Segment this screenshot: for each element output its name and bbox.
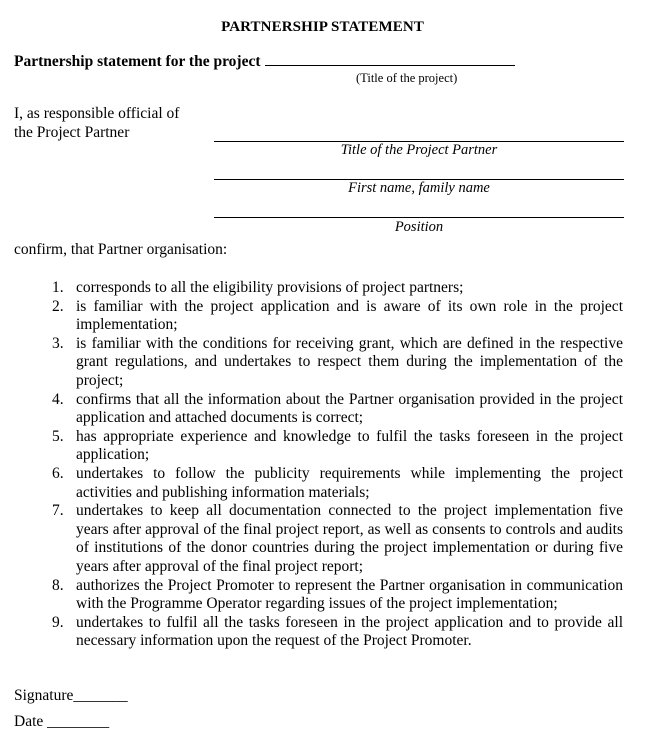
official-line-2: the Project Partner (14, 124, 130, 141)
official-line-1: I, as responsible official of (14, 105, 180, 122)
position-caption: Position (394, 219, 444, 235)
confirm-text: confirm, that Partner organisation: (14, 241, 228, 258)
official-statement (14, 104, 179, 142)
list-item-text: authorizes the Project Promoter to represent the Partner organisation in communication with the Programme Operator regarding issues of the project implementation; (76, 576, 623, 613)
partner-title-caption: Title of the Project Partner (340, 142, 498, 158)
list-item-number: 4. (52, 390, 64, 408)
project-title-blank[interactable] (265, 53, 515, 66)
list-item-number: 7. (52, 502, 64, 520)
list-item-text: undertakes to keep all documentation connected to the project implementation five years after approval of the final project report, as well as consents to controls and audits of institutions of the donor countries during the project implementation or during five years after approval of the final project report; (76, 502, 623, 575)
list-item (40, 298, 623, 335)
list-item (40, 465, 623, 502)
list-item-text: confirms that all the information about the Partner organisation provided in the project application and attached documents is correct; (76, 390, 623, 427)
document-title: PARTNERSHIP STATEMENT (221, 19, 424, 35)
list-item-number: 1. (52, 279, 64, 296)
list-item (40, 279, 623, 298)
project-title-line (14, 53, 515, 71)
full-name-caption: First name, family name (348, 180, 490, 196)
list-item (40, 577, 623, 614)
signature-field[interactable]: Signature_______ (14, 687, 128, 704)
project-title-caption: (Title of the project) (356, 71, 458, 85)
list-item-text: is familiar with the conditions for receiving grant, which are defined in the respective grant regulations, and undertakes to respect them during the implementation of the project; (76, 334, 623, 389)
list-item-text: has appropriate experience and knowledge to fulfil the tasks foreseen in the project application; (76, 427, 623, 464)
list-item-number: 6. (52, 464, 64, 482)
list-item (40, 502, 623, 576)
list-item (40, 335, 623, 391)
list-item-text: is familiar with the project application and is aware of its own role in the project implementation; (76, 297, 623, 334)
list-item (40, 614, 623, 651)
list-item-text: undertakes to fulfil all the tasks foreseen in the project application and to provide all necessary information upon the request of the Project Promoter. (76, 613, 623, 650)
list-item-number: 3. (52, 334, 64, 352)
position-blank[interactable] (214, 217, 624, 218)
list-item-text: corresponds to all the eligibility provisions of project partners; (76, 279, 464, 296)
list-item (40, 428, 623, 465)
obligations-list (40, 279, 623, 651)
date-field[interactable]: Date ________ (14, 713, 110, 730)
list-item (40, 391, 623, 428)
list-item-number: 5. (52, 427, 64, 445)
list-item-text: undertakes to follow the publicity requirements while implementing the project activities and publishing information materials; (76, 464, 623, 501)
list-item-number: 8. (52, 576, 64, 594)
list-item-number: 2. (52, 297, 64, 315)
list-item-number: 9. (52, 613, 64, 631)
project-label: Partnership statement for the project (14, 53, 261, 70)
